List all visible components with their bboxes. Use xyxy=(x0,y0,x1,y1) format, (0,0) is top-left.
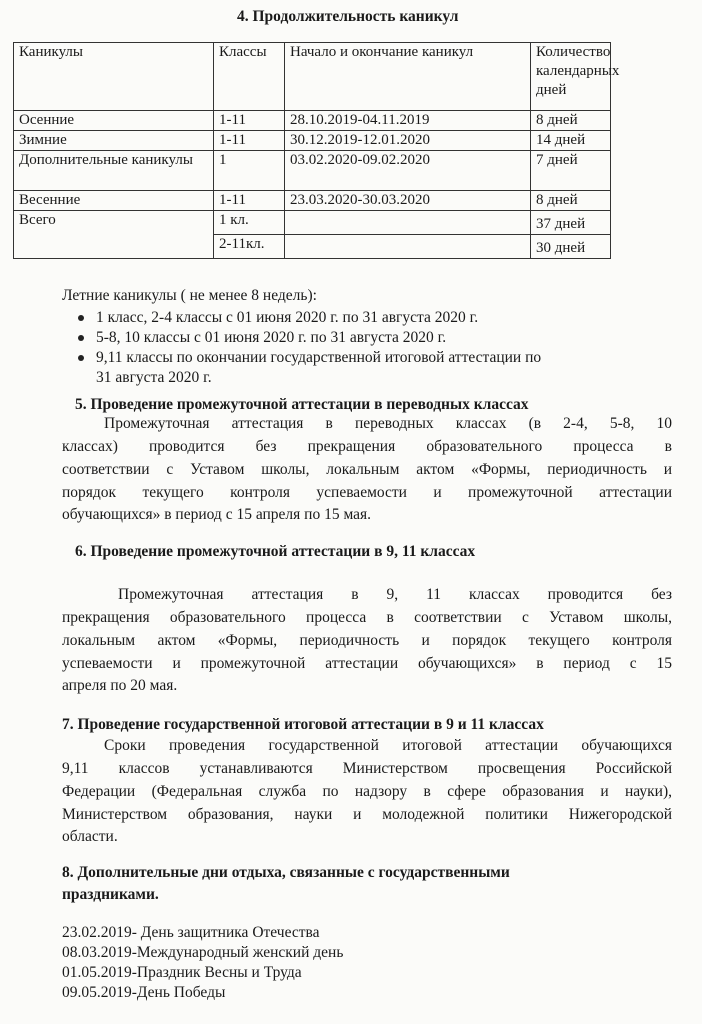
section5-line: обучающихся» в период с 15 апреля по 15 мая. xyxy=(62,506,372,523)
section7-line: Сроки проведения государственной итоговой аттестации обучающихся xyxy=(104,737,672,754)
section6-line: успеваемости и промежуточной аттестации обучающихся» в период с 15 xyxy=(62,655,672,672)
header-cell: Начало и окончание каникул xyxy=(285,43,531,111)
table-cell: 7 дней xyxy=(531,151,611,191)
header-cell: Каникулы xyxy=(14,43,214,111)
table-cell: 1-11 xyxy=(214,111,285,131)
table-cell: 8 дней xyxy=(531,191,611,211)
table-cell: Всего xyxy=(14,211,214,259)
holiday-item: 23.02.2019- День защитника Отечества xyxy=(62,924,320,941)
table-cell: 2-11кл. xyxy=(214,235,285,259)
header-cell: Классы xyxy=(214,43,285,111)
list-item: 1 класс, 2-4 классы с 01 июня 2020 г. по 31 августа 2020 г. xyxy=(62,308,541,328)
bullet-icon xyxy=(78,315,84,321)
section8-title-cont: праздниками. xyxy=(62,886,159,903)
holiday-item: 01.05.2019-Праздник Весны и Труда xyxy=(62,964,302,981)
section7-title: 7. Проведение государственной итоговой аттестации в 9 и 11 классах xyxy=(62,716,544,733)
section6-title: 6. Проведение промежуточной аттестации в 9, 11 классах xyxy=(75,543,476,560)
bullet-icon xyxy=(78,335,84,341)
list-item: 5-8, 10 классы с 01 июня 2020 г. по 31 августа 2020 г. xyxy=(62,328,541,348)
section8-title: 8. Дополнительные дни отдыха, связанные с государственными xyxy=(62,864,510,881)
holiday-item: 09.05.2019-День Победы xyxy=(62,984,226,1001)
table-cell: 1-11 xyxy=(214,131,285,151)
header-cell: Количество календарных дней xyxy=(531,43,611,111)
table-cell: 8 дней xyxy=(531,111,611,131)
table-row xyxy=(14,191,611,211)
table-cell: 37 дней xyxy=(531,211,611,235)
table-cell: 14 дней xyxy=(531,131,611,151)
section7-line: 9,11 классов устанавливаются Министерством просвещения Российской xyxy=(62,760,672,777)
bullet-icon xyxy=(78,355,84,361)
section5-line: классах) проводится без прекращения образовательного процесса в xyxy=(62,438,672,455)
table-row xyxy=(14,131,611,151)
table-cell: 1 xyxy=(214,151,285,191)
section7-line: области. xyxy=(62,828,118,845)
section6-line: апреля по 20 мая. xyxy=(62,677,178,694)
section6-line: прекращения образовательного процесса в соответствии с Уставом школы, xyxy=(62,609,672,626)
section4-title: 4. Продолжительность каникул xyxy=(237,8,459,25)
table-cell: Осенние xyxy=(14,111,214,131)
table-row-total xyxy=(14,211,611,235)
list-item: 9,11 классы по окончании государственной итоговой аттестации по xyxy=(62,348,541,368)
table-cell: Зимние xyxy=(14,131,214,151)
table-cell: 03.02.2020-09.02.2020 xyxy=(285,151,531,191)
table-cell: 1 кл. xyxy=(214,211,285,235)
table-cell: Дополнительные каникулы xyxy=(14,151,214,191)
section5-line: порядок текущего контроля успеваемости и промежуточной аттестации xyxy=(62,484,672,501)
summer-list xyxy=(62,308,541,388)
table-cell: Весенние xyxy=(14,191,214,211)
section7-line: Федерации (Федеральная служба по надзору в сфере образования и науки), xyxy=(62,783,672,800)
table-row xyxy=(14,111,611,131)
section6-line: Промежуточная аттестация в 9, 11 классах проводится без xyxy=(118,586,672,603)
holiday-item: 08.03.2019-Международный женский день xyxy=(62,944,344,961)
vacations-table xyxy=(13,42,620,259)
table-cell: 30 дней xyxy=(531,235,611,259)
table-cell: 1-11 xyxy=(214,191,285,211)
section5-title: 5. Проведение промежуточной аттестации в переводных классах xyxy=(75,396,529,413)
table-cell: 30.12.2019-12.01.2020 xyxy=(285,131,531,151)
list-item-continuation: 31 августа 2020 г. xyxy=(96,369,212,386)
table-row xyxy=(14,151,611,191)
table-cell: 23.03.2020-30.03.2020 xyxy=(285,191,531,211)
section6-line: локальным актом «Формы, периодичность и порядок текущего контроля xyxy=(62,632,672,649)
section5-line: Промежуточная аттестация в переводных классах (в 2-4, 5-8, 10 xyxy=(104,415,672,432)
table-header-row xyxy=(14,43,611,111)
section5-line: соответствии с Уставом школы, локальным актом «Формы, периодичность и xyxy=(62,461,672,478)
table-cell xyxy=(285,211,531,235)
table-cell: 28.10.2019-04.11.2019 xyxy=(285,111,531,131)
table-cell xyxy=(285,235,531,259)
summer-intro: Летние каникулы ( не менее 8 недель): xyxy=(62,287,317,304)
section7-line: Министерством образования, науки и молодежной политики Нижегородской xyxy=(62,806,672,823)
